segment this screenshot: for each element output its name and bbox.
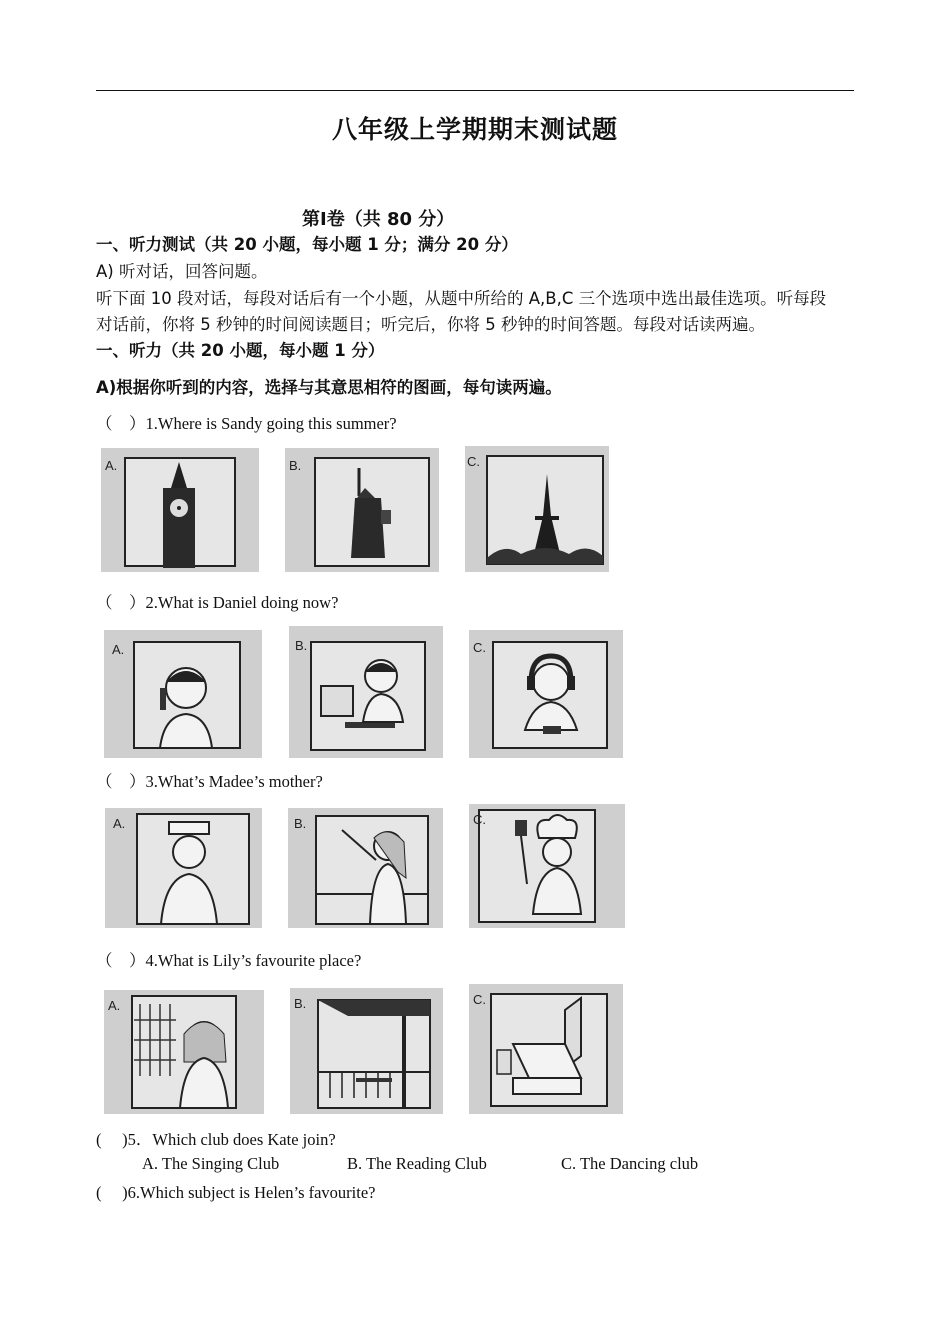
part1-heading-repeat: 一、听力（共 20 小题，每小题 1 分） (96, 341, 385, 360)
q2-option-a-picture[interactable] (104, 630, 262, 758)
statue-of-liberty-icon (285, 448, 439, 572)
library-icon (104, 990, 264, 1114)
option-letter: B. (295, 638, 308, 653)
section-heading: 第Ⅰ卷（共 80 分） (302, 209, 455, 230)
q1-option-c-picture[interactable] (465, 446, 609, 572)
q1-option-b-picture[interactable] (285, 448, 439, 572)
part1-sub: A) 听对话，回答问题。 (96, 262, 268, 281)
cook-icon (469, 804, 625, 928)
option-letter: A. (108, 998, 121, 1013)
question-4: （ ）4.What is Lily’s favourite place? (96, 951, 362, 970)
part1-heading: 一、听力测试（共 20 小题，每小题 1 分；满分 20 分） (96, 235, 518, 254)
q5-option-a[interactable]: A. The Singing Club (142, 1154, 280, 1173)
headphones-music-icon (469, 630, 623, 758)
q3-option-b-picture[interactable] (288, 808, 443, 928)
option-letter: C. (473, 640, 486, 655)
eiffel-tower-icon (465, 446, 609, 572)
bedroom-icon (469, 984, 623, 1114)
teacher-icon (288, 808, 443, 928)
question-6: ( )6.Which subject is Helen’s favourite? (96, 1183, 376, 1202)
q4-option-a-picture[interactable] (104, 990, 264, 1114)
q3-option-c-picture[interactable] (469, 804, 625, 928)
option-letter: B. (294, 996, 307, 1011)
q4-option-c-picture[interactable] (469, 984, 623, 1114)
policeman-icon (105, 808, 262, 928)
big-ben-icon (101, 448, 259, 572)
option-letter: B. (294, 816, 307, 831)
option-letter: A. (112, 642, 125, 657)
q5-option-b[interactable]: B. The Reading Club (347, 1154, 487, 1173)
header-rule (96, 90, 854, 91)
q4-option-b-picture[interactable] (290, 988, 443, 1114)
question-2: （ ）2.What is Daniel doing now? (96, 593, 339, 612)
q3-option-a-picture[interactable] (105, 808, 262, 928)
q2-option-b-picture[interactable] (289, 626, 443, 758)
option-letter: C. (467, 454, 480, 469)
phone-call-icon (104, 630, 262, 758)
q2-option-c-picture[interactable] (469, 630, 623, 758)
q1-option-a-picture[interactable] (101, 448, 259, 572)
question-3: （ ）3.What’s Madee’s mother? (96, 772, 323, 791)
part1-instructions-line1: 听下面 10 段对话，每段对话后有一个小题，从题中所给的 A,B,C 三个选项中选出最佳选项。听每段 (96, 289, 827, 308)
question-5: ( )5．Which club does Kate join? (96, 1130, 336, 1149)
option-letter: C. (473, 812, 486, 827)
computer-typing-icon (289, 626, 443, 758)
balcony-icon (290, 988, 443, 1114)
part1-a-heading: A)根据你听到的内容，选择与其意思相符的图画，每句读两遍。 (96, 378, 562, 397)
option-letter: A. (105, 458, 118, 473)
q5-option-c[interactable]: C. The Dancing club (561, 1154, 699, 1173)
question-1: （ ）1.Where is Sandy going this summer? (96, 414, 397, 433)
part1-instructions-line2: 对话前，你将 5 秒钟的时间阅读题目；听完后，你将 5 秒钟的时间答题。每段对话读两遍。 (96, 315, 765, 334)
option-letter: A. (113, 816, 126, 831)
option-letter: B. (289, 458, 302, 473)
option-letter: C. (473, 992, 486, 1007)
page-title: 八年级上学期期末测试题 (331, 115, 618, 144)
